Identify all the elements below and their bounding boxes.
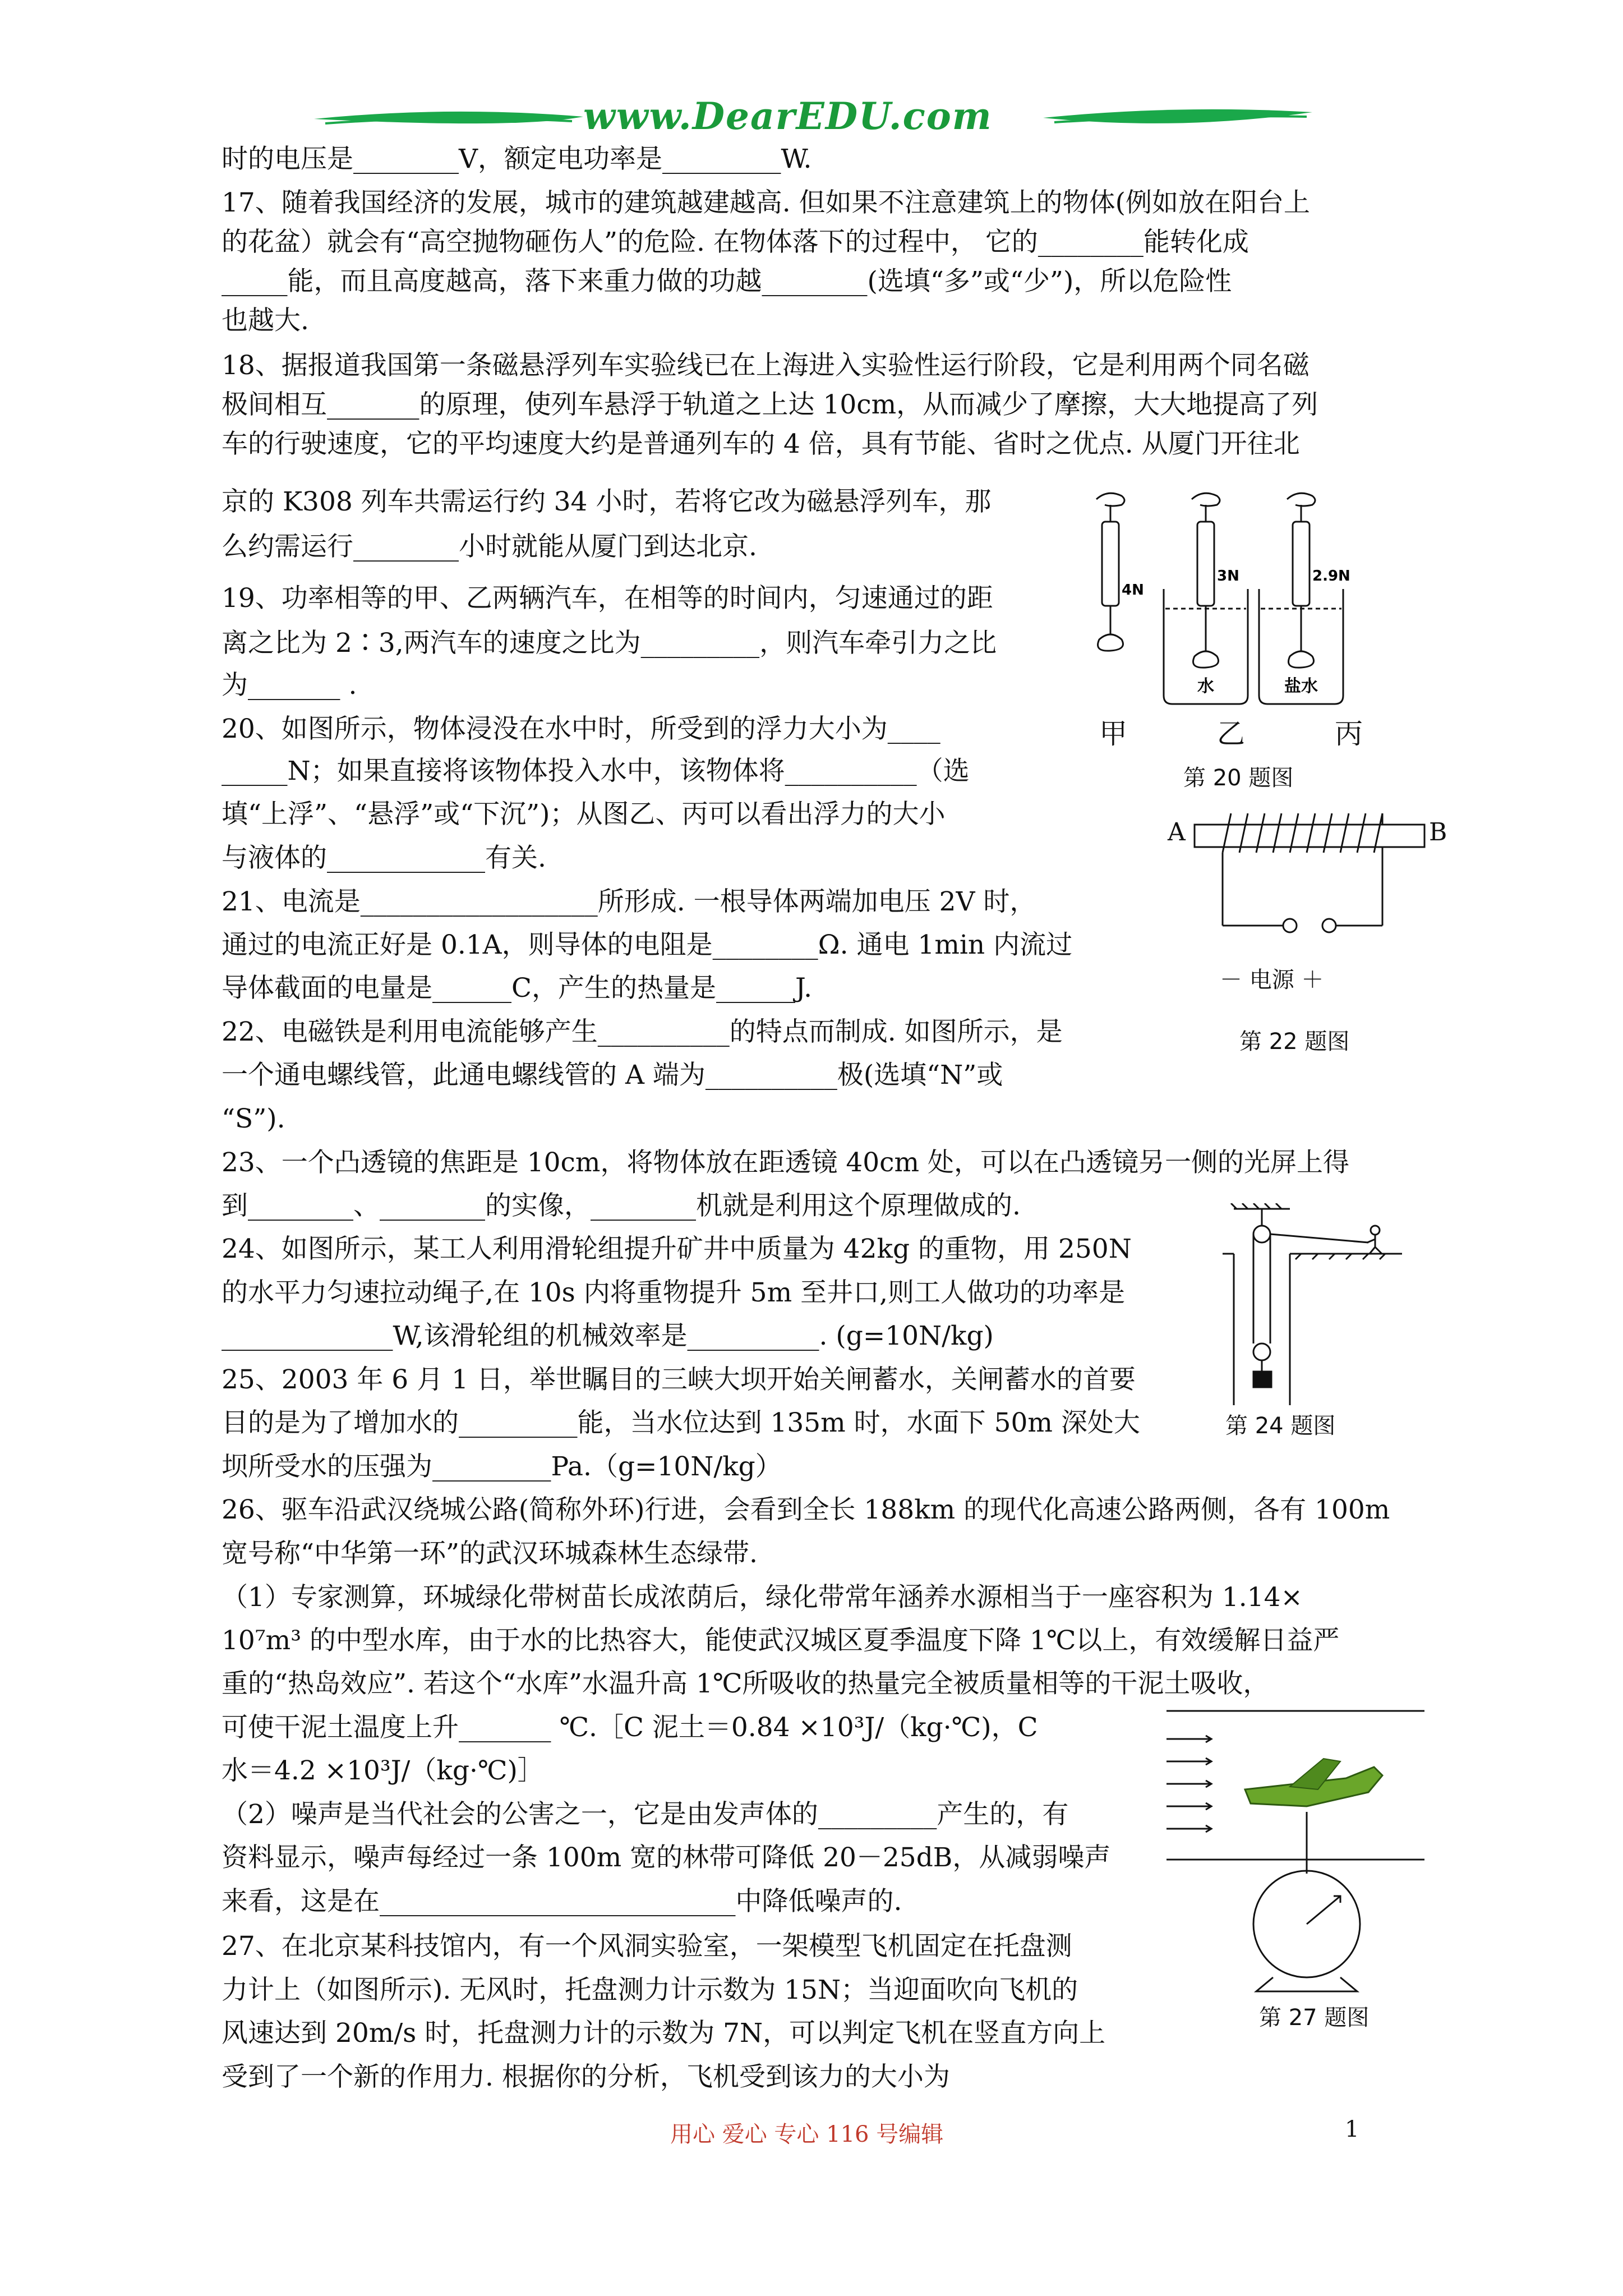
text-line: 导体截面的电量是______C，产生的热量是______J.: [222, 973, 813, 1004]
text-line: 宽号称“中华第一环”的武汉环城森林生态绿带.: [222, 1538, 758, 1569]
text-line: 通过的电流正好是 0.1A，则导体的电阻是________Ω. 通电 1min 内流过: [222, 930, 1073, 960]
text-line: _____N；如果直接将该物体投入水中，该物体将__________（选: [222, 756, 970, 786]
text-line: （2）噪声是当代社会的公害之一，它是由发声体的_________产生的，有: [222, 1799, 1069, 1830]
text-line: 与液体的____________有关.: [222, 843, 546, 873]
caption-fig20: 第 20 题图: [1183, 765, 1294, 791]
text-line: 时的电压是________V，额定电功率是_________W.: [222, 144, 812, 174]
label-bing: 丙: [1335, 717, 1363, 750]
text-line: 23、一个凸透镜的焦距是 10cm，将物体放在距透镜 40cm 处，可以在凸透镜另一侧的光屏上得: [222, 1147, 1350, 1178]
text-line: 一个通电螺线管，此通电螺线管的 A 端为__________极(选填“N”或: [222, 1060, 1003, 1091]
text-line: 19、功率相等的甲、乙两辆汽车，在相等的时间内，匀速通过的距: [222, 583, 993, 614]
text-line: 也越大.: [222, 305, 309, 336]
text-line: 10⁷m³ 的中型水库，由于水的比热容大，能使武汉城区夏季温度下降 1℃以上，有效缓解日益严: [222, 1625, 1340, 1656]
text-line: 为_______ .: [222, 670, 357, 701]
text-line: 20、如图所示，物体浸没在水中时，所受到的浮力大小为____: [222, 714, 940, 744]
text-line: 填“上浮”、“悬浮”或“下沉”)；从图乙、丙可以看出浮力的大小: [222, 799, 946, 830]
text-line: 车的行驶速度，它的平均速度大约是普通列车的 4 倍，具有节能、省时之优点. 从厦门开往北: [222, 429, 1300, 459]
text-line: 离之比为 2∶3,两汽车的速度之比为_________，则汽车牵引力之比: [222, 628, 997, 659]
label-jia: 甲: [1099, 717, 1127, 750]
reading-jia: 4N: [1122, 582, 1144, 599]
text-line: 力计上（如图所示). 无风时，托盘测力计示数为 15N；当迎面吹向飞机的: [222, 1975, 1078, 2005]
text-line: 17、随着我国经济的发展，城市的建筑越建越高. 但如果不注意建筑上的物体(例如放在阳台上: [222, 187, 1311, 218]
page-number: 1: [1345, 2116, 1359, 2142]
caption-fig27: 第 27 题图: [1259, 2005, 1370, 2031]
solenoid-diagram-icon: [1189, 808, 1430, 942]
text-line: 水＝4.2 ×10³J/（kg·℃)］: [222, 1755, 544, 1786]
text-line: 21、电流是__________________所形成. 一根导体两端加电压 2V 时，: [222, 886, 1036, 917]
liquid-water: 水: [1197, 677, 1214, 696]
text-line: 京的 K308 列车共需运行约 34 小时，若将它改为磁悬浮列车，那: [222, 486, 992, 517]
wind-tunnel-diagram-icon: [1161, 1705, 1430, 1997]
power-source-label: － 电源 ＋: [1220, 967, 1324, 993]
text-line: 可使干泥土温度上升_______ ℃.［C 泥土＝0.84 ×10³J/（kg·℃)，C: [222, 1712, 1038, 1743]
text-line: _____________W,该滑轮组的机械效率是__________. (g=10N/kg): [222, 1320, 994, 1351]
text-line: 18、据报道我国第一条磁悬浮列车实验线已在上海进入实验性运行阶段，它是利用两个同名磁: [222, 350, 1310, 381]
text-line: 的花盆）就会有“高空抛物砸伤人”的危险. 在物体落下的过程中， 它的________能转化成: [222, 227, 1249, 257]
reading-bing: 2.9N: [1312, 568, 1350, 585]
text-line: 27、在北京某科技馆内，有一个风洞实验室，一架模型飞机固定在托盘测: [222, 1931, 1072, 1962]
text-line: 来看，这是在___________________________中降低噪声的.: [222, 1886, 902, 1917]
text-line: 到________、________的实像，________机就是利用这个原理做成的.: [222, 1190, 1021, 1221]
pulley-diagram-icon: [1223, 1203, 1408, 1411]
text-line: 么约需运行________小时就能从厦门到达北京.: [222, 531, 757, 562]
site-logo: www.DearEDU.com: [583, 94, 993, 138]
text-line: 目的是为了增加水的_________能，当水位达到 135m 时，水面下 50m 深处大: [222, 1407, 1140, 1438]
text-line: （1）专家测算，环城绿化带树苗长成浓荫后，绿化带常年涵养水源相当于一座容积为 1.14×: [222, 1582, 1303, 1613]
text-line: 的水平力匀速拉动绳子,在 10s 内将重物提升 5m 至井口,则工人做功的功率是: [222, 1277, 1126, 1308]
text-line: 重的“热岛效应”. 若这个“水库”水温升高 1℃所吸收的热量完全被质量相等的干泥土吸收，: [222, 1668, 1270, 1699]
reading-yi: 3N: [1217, 568, 1239, 585]
text-line: _____能，而且高度越高，落下来重力做的功越________(选填“多”或“少”)，所以危险性: [222, 266, 1232, 297]
liquid-saltwater: 盐水: [1284, 677, 1318, 696]
text-line: 25、2003 年 6 月 1 日，举世瞩目的三峡大坝开始关闸蓄水，关闸蓄水的首要: [222, 1364, 1136, 1395]
caption-fig24: 第 24 题图: [1225, 1413, 1336, 1439]
text-line: 资料显示，噪声每经过一条 100m 宽的林带可降低 20－25dB，从减弱噪声: [222, 1842, 1111, 1873]
text-line: 受到了一个新的作用力. 根据你的分析，飞机受到该力的大小为: [222, 2062, 950, 2092]
text-line: “S”).: [222, 1103, 285, 1134]
footer-editor-note: 用心 爱心 专心 116 号编辑: [670, 2122, 944, 2147]
text-line: 24、如图所示，某工人利用滑轮组提升矿井中质量为 42kg 的重物，用 250N: [222, 1234, 1132, 1264]
caption-fig22: 第 22 题图: [1239, 1029, 1350, 1055]
text-line: 22、电磁铁是利用电流能够产生__________的特点而制成. 如图所示，是: [222, 1016, 1063, 1047]
solenoid-end-b: B: [1429, 818, 1447, 846]
text-line: 26、驱车沿武汉绕城公路(简称外环)行进，会看到全长 188km 的现代化高速公路两侧，各有 100m: [222, 1494, 1390, 1525]
text-line: 坝所受水的压强为_________Pa.（g=10N/kg）: [222, 1451, 782, 1482]
text-line: 风速达到 20m/s 时，托盘测力计的示数为 7N，可以判定飞机在竖直方向上: [222, 2018, 1106, 2049]
text-line: 极间相互_______的原理，使列车悬浮于轨道之上达 10cm，从而减少了摩擦，大大地提高了列: [222, 389, 1318, 420]
label-yi: 乙: [1217, 717, 1245, 750]
solenoid-end-a: A: [1168, 818, 1186, 846]
spring-scale-diagram-icon: [1066, 488, 1441, 712]
